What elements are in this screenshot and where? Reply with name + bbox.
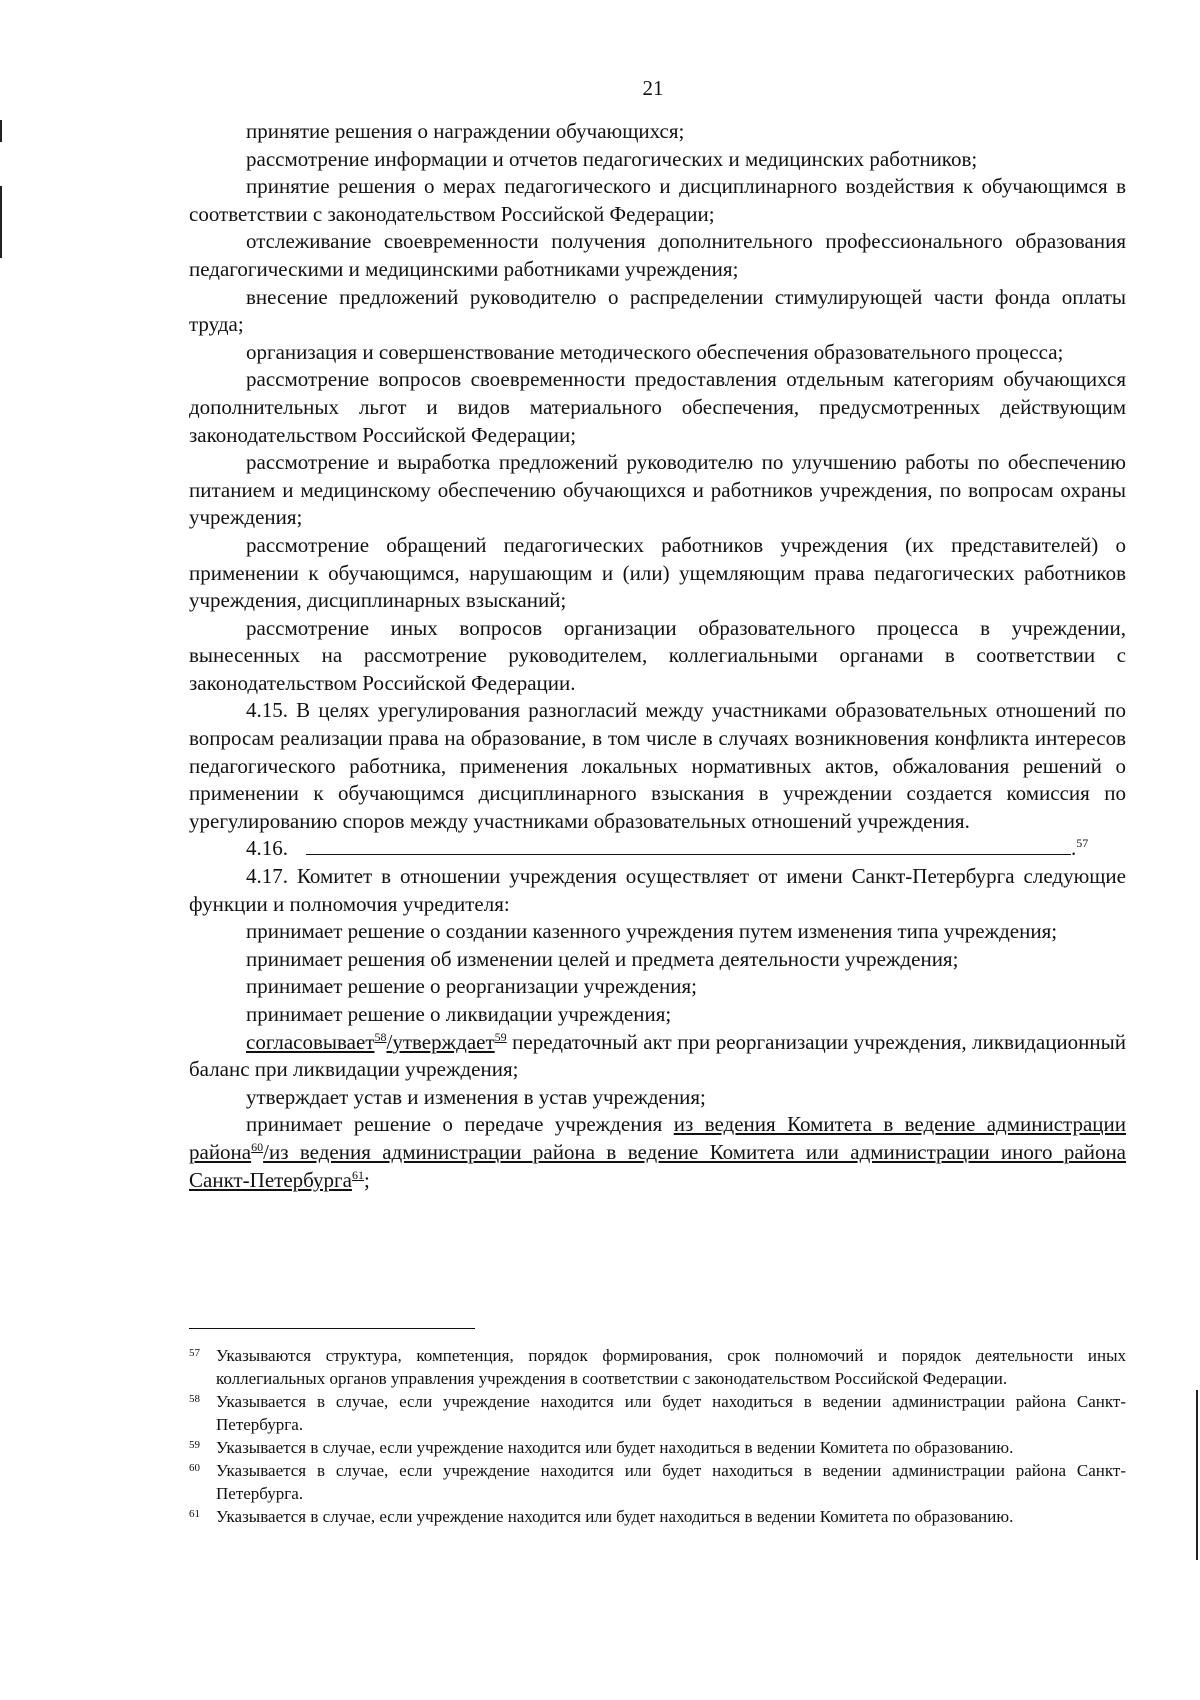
item-end: .	[1071, 836, 1077, 861]
paragraph: отслеживание своевременности получения дополнительного профессионального образования педагогическими и медицинскими работниками учреждения;	[189, 229, 1126, 281]
footnote-number: 60	[189, 1462, 200, 1474]
footnote	[189, 1459, 1126, 1505]
underlined-text: утверждает	[392, 1029, 495, 1054]
underlined-text: согласовывает	[246, 1029, 375, 1054]
footnote-ref: 60	[251, 1139, 264, 1154]
paragraph: внесение предложений руководителю о распределении стимулирующей части фонда оплаты труда;	[189, 284, 1126, 337]
footnote-ref: 61	[351, 1167, 364, 1182]
paragraph: организация и совершенствование методического обеспечения образовательного процесса;	[246, 339, 1064, 364]
paragraph-rest: передаточный акт при реорганизации учреждения, ликвидационный баланс при ликвидации учреждения;	[189, 1029, 1126, 1082]
slash: /	[263, 1139, 269, 1164]
paragraph: утверждает устав и изменения в устав учреждения;	[246, 1084, 706, 1109]
footnote-number: 61	[189, 1508, 200, 1520]
page-number: 21	[642, 76, 664, 100]
paragraph: рассмотрение вопросов своевременности предоставления отдельным категориям обучающихся дополнительных льгот и видов материального обеспечения, предусмотренных действующим законодательством Российской Федерации;	[189, 367, 1126, 447]
paragraph-4-15: 4.15. В целях урегулирования разногласий между участниками образовательных отношений по вопросам реализации права на образование, в том числе в случаях возникновения конфликта интересов педагогического работника, применения локальных нормативных актов, обжалования решений о применении к обучающимся дисциплинарного взыскания в учреждении создается комиссия по урегулированию споров между участниками образовательных отношений учреждения.	[189, 698, 1126, 833]
paragraph: рассмотрение обращений педагогических работников учреждения (их представителей) о применении к обучающимся, нарушающим и (или) ущемляющим права педагогических работников учреждения, дисциплинарных взысканий;	[189, 532, 1126, 613]
footnote-ref: 57	[1076, 836, 1089, 851]
footnote	[189, 1436, 1126, 1459]
footnote	[189, 1344, 1126, 1390]
paragraph-4-16	[189, 835, 1126, 863]
paragraph: принятие решения о награждении обучающихся;	[246, 119, 685, 143]
paragraph-lead: принимает решение о передаче учреждения	[246, 1112, 674, 1137]
footnote-text: Указывается в случае, если учреждение находится или будет находиться в ведении Комитета по образованию.	[216, 1438, 1014, 1457]
paragraph-4-17: 4.17. Комитет в отношении учреждения осуществляет от имени Санкт-Петербурга следующие функции и полномочия учредителя:	[189, 864, 1126, 916]
underlined-text: из ведения Комитета в ведение администрации района	[189, 1112, 1126, 1164]
footnote-number: 58	[189, 1393, 200, 1405]
scan-edge-mark	[1196, 1390, 1198, 1560]
document-body	[189, 118, 1126, 1194]
paragraph: принимает решение о ликвидации учреждения;	[246, 1002, 672, 1026]
underlined-text: из ведения администрации района в ведение Комитета или администрации иного района Санкт-Петербурга	[189, 1139, 1126, 1192]
paragraph-end: ;	[363, 1167, 370, 1192]
item-number: 4.16.	[246, 836, 288, 861]
footnote-ref: 59	[494, 1029, 507, 1044]
footnote	[189, 1390, 1126, 1436]
paragraph-transfer	[189, 1111, 1126, 1194]
scan-edge-mark	[0, 186, 2, 258]
footnote-number: 59	[189, 1439, 200, 1451]
footnote-text: Указывается в случае, если учреждение находится или будет находиться в ведении администрации района Санкт-Петербурга.	[216, 1392, 1126, 1434]
blank-fill-line	[306, 838, 1071, 855]
paragraph: принимает решения об изменении целей и предмета деятельности учреждения;	[246, 946, 959, 971]
paragraph: рассмотрение иных вопросов организации образовательного процесса в учреждении, вынесенных на рассмотрение руководителем, коллегиальными органами в соответствии с законодательством Российской Федерации.	[189, 615, 1126, 695]
footnote-text: Указывается в случае, если учреждение находится или будет находиться в ведении Комитета по образованию.	[216, 1507, 1014, 1526]
paragraph-approval	[189, 1029, 1126, 1084]
paragraph: рассмотрение информации и отчетов педагогических и медицинских работников;	[246, 146, 978, 171]
scan-edge-mark	[0, 120, 2, 142]
slash: /	[386, 1029, 393, 1054]
paragraph: принятие решения о мерах педагогического и дисциплинарного воздействия к обучающимся в соответствии с законодательством Российской Федерации;	[189, 174, 1126, 226]
paragraph: принимает решение о создании казенного учреждения путем изменения типа учреждения;	[246, 919, 1058, 944]
footnote-text: Указываются структура, компетенция, порядок формирования, срок полномочий и порядок деятельности иных коллегиальных органов управления учреждения в соответствии с законодательством Российской Федерации.	[216, 1346, 1126, 1388]
footnote-separator	[189, 1328, 475, 1329]
footnote-ref: 58	[374, 1029, 387, 1044]
paragraph: рассмотрение и выработка предложений руководителю по улучшению работы по обеспечению питанием и медицинскому обеспечению обучающихся и работников учреждения, по вопросам охраны учреждения;	[189, 450, 1126, 530]
footnotes	[189, 1344, 1126, 1528]
paragraph: принимает решение о реорганизации учреждения;	[246, 974, 697, 999]
footnote-text: Указывается в случае, если учреждение находится или будет находиться в ведении администрации района Санкт-Петербурга.	[216, 1461, 1126, 1503]
footnote-number: 57	[189, 1347, 200, 1359]
footnote	[189, 1505, 1126, 1528]
